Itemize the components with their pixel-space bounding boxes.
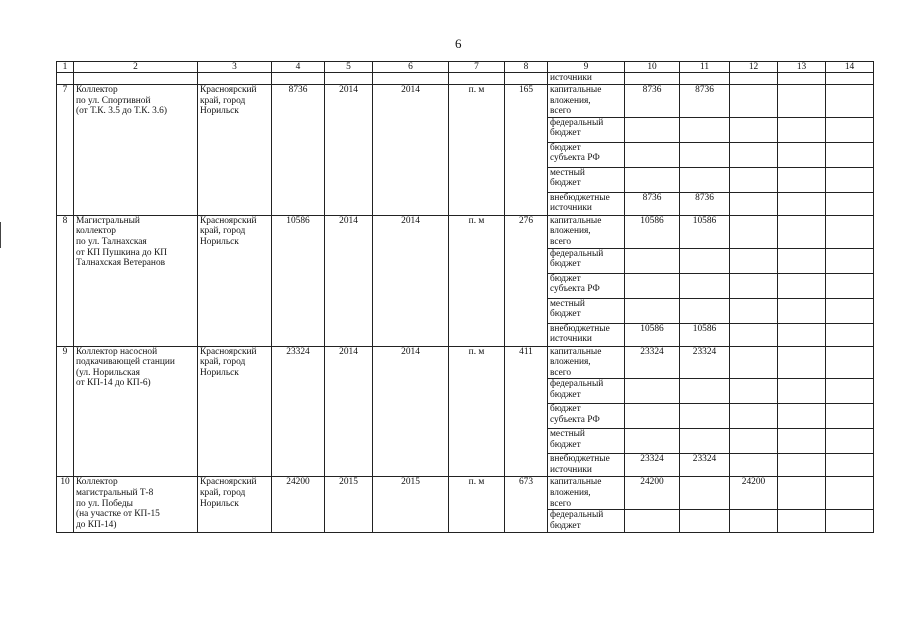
amount-cell xyxy=(826,323,874,346)
amount-cell xyxy=(826,167,874,192)
object-location xyxy=(198,215,272,346)
amount-cell xyxy=(730,85,778,118)
end-year: 2014 xyxy=(373,215,449,346)
text-line: вложения, xyxy=(550,487,591,498)
text-line: край, город xyxy=(200,357,246,368)
amount-cell xyxy=(625,117,680,142)
text-line: субъекта РФ xyxy=(550,284,600,295)
amount-cell xyxy=(730,346,778,379)
col-header: 12 xyxy=(730,62,778,73)
column-number-row xyxy=(57,62,874,73)
amount-cell xyxy=(826,117,874,142)
text-line: источники xyxy=(550,334,592,345)
text-line: бюджет xyxy=(550,439,581,450)
amount-cell xyxy=(680,142,730,167)
amount-cell xyxy=(730,192,778,215)
amount-cell xyxy=(625,248,680,273)
end-year: 2015 xyxy=(373,477,449,533)
amount-cell: 10586 xyxy=(625,215,680,248)
text-line: Талнахская Ветеранов xyxy=(76,258,166,269)
funding-source-label xyxy=(548,346,625,379)
amount-cell xyxy=(778,192,826,215)
unit: п. м xyxy=(449,85,505,216)
text-line: бюджет xyxy=(550,309,581,320)
text-line: вложения, xyxy=(550,357,591,368)
amount-cell xyxy=(826,454,874,477)
amount-cell: 23324 xyxy=(680,346,730,379)
unit: п. м xyxy=(449,215,505,346)
unit: п. м xyxy=(449,346,505,477)
object-name xyxy=(74,477,198,533)
text-line: от КП-14 до КП-6) xyxy=(76,378,151,389)
amount-cell xyxy=(778,248,826,273)
col-header: 8 xyxy=(505,62,548,73)
text-line: Красноярский xyxy=(200,215,257,226)
cost-value: 23324 xyxy=(272,346,325,477)
text-line: Красноярский xyxy=(200,346,257,357)
amount-cell: 10586 xyxy=(680,323,730,346)
table-row xyxy=(57,346,874,379)
amount-cell xyxy=(625,510,680,533)
col-header: 14 xyxy=(826,62,874,73)
amount-cell xyxy=(680,117,730,142)
amount-cell xyxy=(625,404,680,429)
table-body xyxy=(57,62,874,533)
row-number: 10 xyxy=(57,477,74,533)
amount-cell xyxy=(730,379,778,404)
text-line: федеральный xyxy=(550,510,604,521)
amount-cell xyxy=(826,379,874,404)
object-name xyxy=(74,215,198,346)
text-line: всего xyxy=(550,106,572,117)
amount-cell xyxy=(680,167,730,192)
amount-cell xyxy=(680,510,730,533)
funding-source-label xyxy=(548,273,625,298)
amount-cell xyxy=(778,142,826,167)
text-line: (на участке от КП-15 xyxy=(76,509,160,520)
amount-cell xyxy=(778,379,826,404)
text-line: край, город xyxy=(200,95,246,106)
amount-cell xyxy=(730,510,778,533)
start-year: 2014 xyxy=(325,215,373,346)
amount-cell xyxy=(826,192,874,215)
text-line: Коллектор xyxy=(76,85,118,95)
text-line: капитальные xyxy=(550,85,602,95)
text-line: Магистральный xyxy=(76,215,140,226)
length-value: 165 xyxy=(505,85,548,216)
text-line: Норильск xyxy=(200,367,239,378)
col-header: 4 xyxy=(272,62,325,73)
length-value: 411 xyxy=(505,346,548,477)
amount-cell xyxy=(778,454,826,477)
text-line: от КП Пушкина до КП xyxy=(76,247,167,258)
amount-cell xyxy=(730,323,778,346)
object-name xyxy=(74,85,198,216)
text-line: бюджет xyxy=(550,128,581,139)
scan-edge-mark xyxy=(0,222,1,248)
table-row xyxy=(57,215,874,248)
amount-cell xyxy=(826,142,874,167)
row-number: 7 xyxy=(57,85,74,216)
amount-cell: 10586 xyxy=(625,323,680,346)
amount-cell xyxy=(680,273,730,298)
start-year: 2014 xyxy=(325,85,373,216)
text-line: субъекта РФ xyxy=(550,414,600,425)
amount-cell xyxy=(730,404,778,429)
amount-cell xyxy=(826,404,874,429)
amount-cell xyxy=(680,379,730,404)
text-line: бюджет xyxy=(550,178,581,189)
col-header: 2 xyxy=(74,62,198,73)
table-row xyxy=(57,85,874,118)
amount-cell xyxy=(730,142,778,167)
text-line: Красноярский xyxy=(200,477,257,488)
text-line: (от Т.К. 3.5 до Т.К. 3.6) xyxy=(76,106,167,117)
text-line: по ул. Спортивной xyxy=(76,95,151,106)
text-line: федеральный xyxy=(550,248,604,259)
page-number: 6 xyxy=(455,36,462,51)
text-line: край, город xyxy=(200,226,246,237)
text-line: всего xyxy=(550,367,572,378)
amount-cell xyxy=(730,298,778,323)
text-line: Коллектор xyxy=(76,477,118,488)
amount-cell xyxy=(778,404,826,429)
amount-cell xyxy=(826,346,874,379)
end-year: 2014 xyxy=(373,346,449,477)
amount-cell xyxy=(680,248,730,273)
amount-cell xyxy=(778,85,826,118)
text-line: бюджет xyxy=(550,404,581,415)
length-value: 673 xyxy=(505,477,548,533)
col-header: 1 xyxy=(57,62,74,73)
amount-cell xyxy=(680,298,730,323)
amount-cell xyxy=(680,477,730,510)
amount-cell xyxy=(625,429,680,454)
investment-table xyxy=(56,61,874,533)
text-line: Норильск xyxy=(200,106,239,117)
text-line: коллектор xyxy=(76,226,116,237)
row-number: 9 xyxy=(57,346,74,477)
cost-value: 10586 xyxy=(272,215,325,346)
amount-cell xyxy=(625,273,680,298)
text-line: бюджет xyxy=(550,142,581,153)
col-header: 5 xyxy=(325,62,373,73)
text-line: федеральный xyxy=(550,117,604,128)
funding-source-label xyxy=(548,379,625,404)
end-year: 2014 xyxy=(373,85,449,216)
text-line: бюджет xyxy=(550,273,581,284)
text-line: Коллектор насосной xyxy=(76,346,158,357)
unit: п. м xyxy=(449,477,505,533)
amount-cell: 23324 xyxy=(625,454,680,477)
amount-cell xyxy=(778,273,826,298)
object-location xyxy=(198,346,272,477)
table-row xyxy=(57,477,874,510)
text-line: вложения, xyxy=(550,95,591,106)
text-line: источники xyxy=(550,203,592,214)
amount-cell: 8736 xyxy=(680,192,730,215)
amount-cell xyxy=(778,510,826,533)
object-name xyxy=(74,346,198,477)
amount-cell: 8736 xyxy=(625,192,680,215)
col-header: 9 xyxy=(548,62,625,73)
col-header: 6 xyxy=(373,62,449,73)
col-header: 13 xyxy=(778,62,826,73)
funding-source-label xyxy=(548,454,625,477)
text-line: бюджет xyxy=(550,259,581,270)
object-location xyxy=(198,85,272,216)
funding-source-label xyxy=(548,85,625,118)
funding-source-label xyxy=(548,192,625,215)
amount-cell xyxy=(778,429,826,454)
amount-cell xyxy=(778,298,826,323)
text-line: бюджет xyxy=(550,389,581,400)
text-line: капитальные xyxy=(550,477,602,488)
amount-cell xyxy=(826,273,874,298)
text-line: всего xyxy=(550,236,572,247)
amount-cell xyxy=(778,117,826,142)
amount-cell xyxy=(826,298,874,323)
text-line: местный xyxy=(550,429,585,440)
amount-cell xyxy=(826,215,874,248)
funding-source-label xyxy=(548,429,625,454)
continuation-row xyxy=(57,73,874,85)
text-line: магистральный Т-8 xyxy=(76,487,154,498)
funding-source-label xyxy=(548,248,625,273)
amount-cell xyxy=(826,85,874,118)
text-line: край, город xyxy=(200,487,246,498)
amount-cell xyxy=(625,298,680,323)
amount-cell xyxy=(778,167,826,192)
amount-cell xyxy=(730,273,778,298)
amount-cell: 10586 xyxy=(680,215,730,248)
amount-cell xyxy=(625,142,680,167)
row-number: 8 xyxy=(57,215,74,346)
text-line: капитальные xyxy=(550,215,602,226)
text-line: капитальные xyxy=(550,346,602,357)
text-line: внебюджетные xyxy=(550,454,610,465)
text-line: Норильск xyxy=(200,236,239,247)
amount-cell xyxy=(730,117,778,142)
amount-cell xyxy=(730,454,778,477)
length-value: 276 xyxy=(505,215,548,346)
amount-cell xyxy=(625,379,680,404)
amount-cell xyxy=(625,167,680,192)
cost-value: 8736 xyxy=(272,85,325,216)
funding-source-label xyxy=(548,142,625,167)
text-line: подкачивающей станции xyxy=(76,357,175,368)
amount-cell: 24200 xyxy=(730,477,778,510)
funding-source-label: источники xyxy=(548,73,625,85)
text-line: федеральный xyxy=(550,379,604,390)
amount-cell xyxy=(730,429,778,454)
funding-source-label xyxy=(548,477,625,510)
amount-cell xyxy=(778,215,826,248)
start-year: 2015 xyxy=(325,477,373,533)
text-line: вложения, xyxy=(550,226,591,237)
amount-cell xyxy=(826,429,874,454)
amount-cell xyxy=(778,477,826,510)
text-line: до КП-14) xyxy=(76,519,117,530)
funding-source-label xyxy=(548,323,625,346)
amount-cell: 8736 xyxy=(680,85,730,118)
amount-cell xyxy=(778,323,826,346)
amount-cell: 23324 xyxy=(625,346,680,379)
text-line: всего xyxy=(550,498,572,509)
text-line: внебюджетные xyxy=(550,323,610,334)
object-location xyxy=(198,477,272,533)
funding-source-label xyxy=(548,167,625,192)
amount-cell xyxy=(730,167,778,192)
amount-cell xyxy=(826,510,874,533)
amount-cell xyxy=(778,346,826,379)
funding-source-label xyxy=(548,215,625,248)
text-line: внебюджетные xyxy=(550,192,610,203)
text-line: Норильск xyxy=(200,498,239,509)
text-line: местный xyxy=(550,298,585,309)
amount-cell: 23324 xyxy=(680,454,730,477)
cost-value: 24200 xyxy=(272,477,325,533)
funding-source-label xyxy=(548,298,625,323)
amount-cell xyxy=(730,248,778,273)
amount-cell xyxy=(680,429,730,454)
amount-cell: 8736 xyxy=(625,85,680,118)
col-header: 11 xyxy=(680,62,730,73)
funding-source-label xyxy=(548,404,625,429)
text-line: источники xyxy=(550,464,592,475)
text-line: местный xyxy=(550,167,585,178)
col-header: 7 xyxy=(449,62,505,73)
col-header: 10 xyxy=(625,62,680,73)
amount-cell: 24200 xyxy=(625,477,680,510)
amount-cell xyxy=(680,404,730,429)
funding-source-label xyxy=(548,117,625,142)
amount-cell xyxy=(826,477,874,510)
amount-cell xyxy=(826,248,874,273)
amount-cell xyxy=(730,215,778,248)
text-line: по ул. Победы xyxy=(76,498,133,509)
col-header: 3 xyxy=(198,62,272,73)
text-line: субъекта РФ xyxy=(550,153,600,164)
text-line: бюджет xyxy=(550,520,581,531)
text-line: по ул. Талнахская xyxy=(76,236,147,247)
start-year: 2014 xyxy=(325,346,373,477)
text-line: (ул. Норильская xyxy=(76,367,140,378)
funding-source-label xyxy=(548,510,625,533)
text-line: Красноярский xyxy=(200,85,257,95)
